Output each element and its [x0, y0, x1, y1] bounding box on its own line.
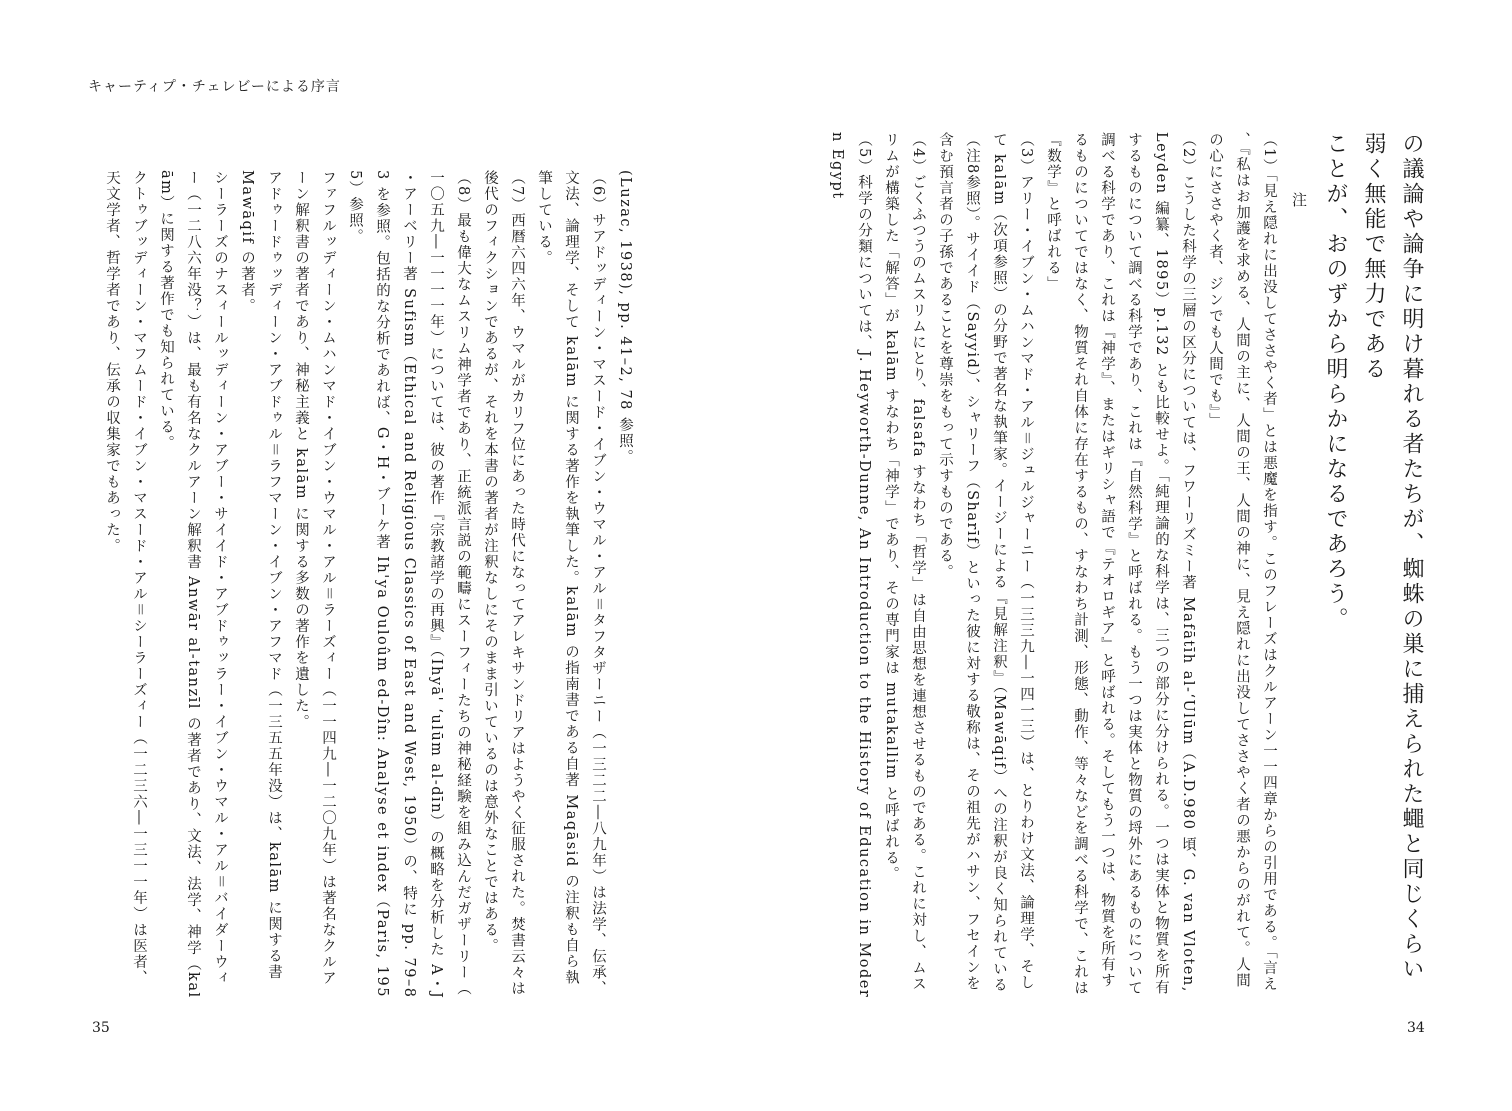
note-6: （6）サアドッディーン・マスード・イブン・ウマル・アル＝タフタザーニー（一三二二―八九年）は法学、伝承、文法、論理学、そして kalām に関する著作を執筆した。kalām の指南書である自著 Maqāsid の注釈も自ら執筆している。: [536, 170, 606, 997]
note-5-continued: (Luzac, 1938), pp. 41–2, 78 参照。: [617, 170, 633, 466]
right-page-text: [829, 132, 1430, 1002]
note-2: （2）こうした科学の三層の区分については、フワーリズミー著 Mafātīh al-ʻUlūm（A.D.980 頃、G. van Vloten, Leyden 編纂、1895）p.132 とも比較せよ。「純理論的な科学は、三つの部分に分けられる。一つは実体と物質を所有するものについて調べる科学であり、これは『自然科学』と呼ばれる。もう一つは実体と物質の埒外にあるものについて調べる科学であり、これは『神学』、またはギリシャ語で『テオロギア』と呼ばれる。そしてもう一つは、物質を所有するものについてではなく、物質それ自体に存在するもの、すなわち計測、形態、動作、等々などを調べる科学で、これは『数学』と呼ばれる」: [1045, 132, 1196, 996]
note-4: （4）ごくふつうのムスリムにとり、falsafa すなわち「哲学」は自由思想を連想させるものである。これに対し、ムスリムが構築した「解答」が kalām すなわち「神学」であり、その専門家は mutakallim と呼ばれる。: [883, 132, 926, 993]
note-8-razi: ファフルッディーン・ムハンマド・イブン・ウマル・アル＝ラーズィー（一一四九―一二〇九年）は著名なクルアーン解釈書の著者であり、神秘主義と kalām に関する多数の著作を遺した。: [293, 170, 336, 986]
note-3: （3）アリー・イブン・ムハンマド・アル＝ジュルジャーニー（一三三九―一四一三）は、とりわけ文法、論理学、そして kalām（次項参照）の分野で著名な執筆家。イージーによる『見解注釈』（Mawāqif）への注釈が良く知られている（注8参照）。サイイド（Sayyid）、シャリーフ（Sharīf）といった彼に対する敬称は、その祖先がハサン、フセインを含む預言者の子孫であることを尊崇をもって示すものである。: [937, 132, 1034, 994]
body-line-1: の議論や論争に明け暮れる者たちが、蜘蛛の巣に捕えられた蠅と同じくらい弱く無能で無力である: [1361, 132, 1424, 982]
notes-heading: 注: [1290, 192, 1308, 209]
running-head: キャーティプ・チェレビーによる序言: [88, 79, 341, 95]
body-line-2: ことが、おのずから明らかになるであろう。: [1323, 132, 1348, 632]
note-8-iji: アドゥードゥッディーン・アブドゥル＝ラフマーン・イブン・アフマド（一三五五年没）は、kalām に関する書 Mawāqif の著者。: [239, 170, 282, 981]
page-number-right: 34: [1407, 1020, 1425, 1036]
note-8-baydawi: シーラーズのナスィールッディーン・アブー・サイイド・アブドゥッラー・イブン・ウマル・アル＝バイダーウィー（一二八六年没？）は、最も有名なクルアーン解釈書 Anwār al-tanzīl の著者であり、文法、法学、神学（kalām）に関する著作でも知られている。: [158, 170, 228, 999]
left-page-text: [78, 170, 638, 1000]
note-8: （8）最も偉大なムスリム神学者であり、正統派言説の範疇にスーフィーたちの神秘経験を組み込んだガザーリー（一〇五九―一一一一年）については、彼の著作『宗教諸学の再興』（Ihyā' ʻulūm al-dīn）の概略を分析した A・J・アーベリー著 Sufism（Ethical and Religious Classics of East and West, 1950）の、特に pp. 79–83 を参照。包括的な分析であれば、G・H・ブーケ著 Ih'ya Ouloûm ed-Dîn: Analyse et index（Paris, 1955）参照。: [347, 170, 471, 1000]
page-number-left: 35: [92, 1020, 110, 1036]
note-5-start: （5）科学の分類については、J. Heyworth-Dunne, An Introduction to the History of Education in Modern Egypt: [829, 132, 872, 999]
note-7: （7）西暦六四六年、ウマルがカリフ位にあった時代になってアレキサンドリアはようやく征服された。焚書云々は後代のフィクションであるが、それを本書の著者が注釈なしにそのまま引いているのは意外なことではある。: [482, 170, 525, 997]
note-1: （1）「見え隠れに出没してささやく者」とは悪魔を指す。このフレーズはクルアーン一一四章からの引用である。「言え、『私はお加護を求める、人間の主に、人間の王、人間の神に、見え隠れに出没してささやく者の悪からのがれて。人間の心にささやく者、ジンでも人間でも』」: [1207, 132, 1277, 993]
note-8-shirazi: クトゥブッディーン・マフムード・イブン・マスード・アル＝シーラーズィー（一二三六―一三一一年）は医者、天文学者、哲学者であり、伝承の収集家でもあった。: [104, 170, 147, 986]
